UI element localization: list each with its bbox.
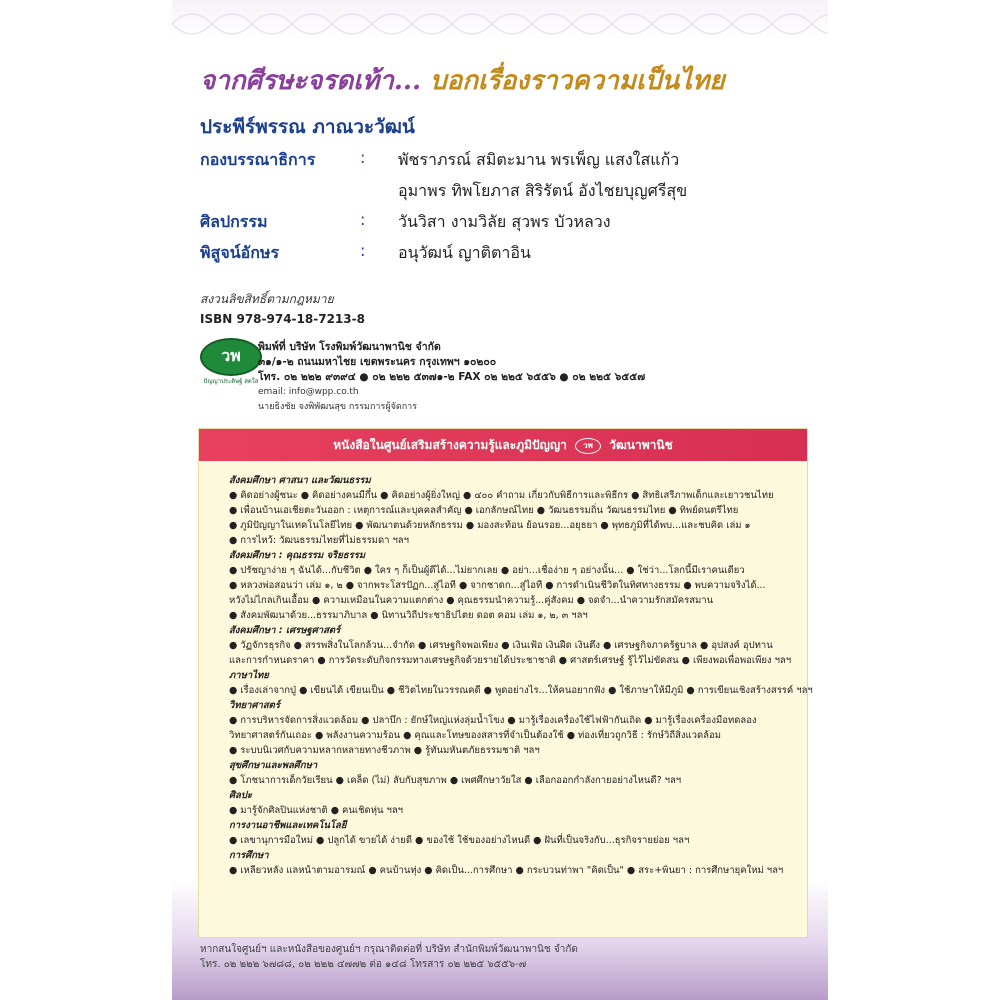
catalog-section-title: สังคมศึกษา : คุณธรรม จริยธรรม (229, 550, 366, 561)
catalog-header-publisher: วัฒนาพานิช (609, 438, 673, 452)
catalog-item-line: หวังไม่ไกลเกินเอื้อม ● ความเหมือนในความแตกต่าง ● คุณธรรมนำความรู้...คู่สังคม ● จดจำ...นำความรักสมัครสมาน (229, 595, 714, 606)
catalog-item-line: ● ภูมิปัญญาในเทคโนโลยีไทย ● พัฒนาตนด้วยหลักธรรม ● มองสะท้อน ย้อนรอย...อยุธยา ● พุทธภูมิที่ได้พบ...และชบคิด เล่ม ๑ (229, 520, 751, 531)
catalog-item-line: ● สังคมพัฒนาด้วย...ธรรมาภิบาล ● นิทานวิถีประชาธิปไตย ดอต คอม เล่ม ๑, ๒, ๓ ฯลฯ (229, 610, 588, 621)
footer-line-2: โทร. ๐๒ ๒๒๒ ๖๗๘๘, ๐๒ ๒๒๒ ๔๗๗๒ ต่อ ๑๔๘ โทรสาร ๐๒ ๒๒๕ ๖๕๕๖-๗ (200, 959, 527, 970)
catalog-item-line: ● การบริหารจัดการสิ่งแวดล้อม ● ปลาบึก : ยักษ์ใหญ่แห่งลุ่มน้ำโขง ● มารู้เรื่องเครื่องใช้ไฟฟ้ากันเถิด ● มารู้เรื่องเครื่องมือทดลอง (229, 715, 757, 726)
printer-manager: นายธิงชัย จงพิพัฒนสุข กรรมการผู้จัดการ (258, 402, 418, 412)
credit-value: พัชราภรณ์ สมิตะมาน พรเพ็ญ แสงใสแก้ว (398, 150, 680, 169)
catalog-item-line: ● เลขานุการมือใหม่ ● ปลูกได้ ขายได้ ง่ายดี ● ของใช้ ใช้ของอย่างไหนดี ● ฝันที่เป็นจริงกับ...ธุรกิจรายย่อย ฯลฯ (229, 835, 690, 846)
printer-phone: โทร. ๐๒ ๒๒๒ ๙๓๙๔ ● ๐๒ ๒๒๒ ๕๓๗๑-๒ FAX ๐๒ ๒๒๕ ๖๕๕๖ ● ๐๒ ๒๒๕ ๖๕๕๗ (258, 371, 646, 383)
catalog-item-line: ● มารู้จักศิลปินแห่งชาติ ● คนเชิดหุ่น ฯลฯ (229, 805, 403, 816)
printer-address: ๓๑/๑-๒ ถนนมหาไชย เขตพระนคร กรุงเทพฯ ๑๐๒๐๐ (258, 356, 497, 368)
credit-value: วันวิสา งามวิลัย สุวพร บัวหลวง (398, 212, 611, 231)
book-title-part2: บอกเรื่องราวความเป็นไทย (430, 66, 725, 96)
catalog-section-title: สังคมศึกษา : เศรษฐศาสตร์ (229, 625, 341, 636)
author-name: ประพีร์พรรณ ภาณวะวัฒน์ (200, 116, 415, 138)
credit-row (200, 210, 820, 241)
catalog-header-logo: วพ (575, 438, 601, 454)
isbn: ISBN 978-974-18-7213-8 (200, 312, 365, 326)
decorative-pattern (172, 0, 828, 48)
credit-value: อนุวัฒน์ ญาติตาอิน (398, 243, 531, 262)
book-title (200, 60, 725, 101)
publisher-logo (200, 338, 262, 376)
book-title-part1: จากศีรษะจรดเท้า... (200, 66, 422, 96)
publisher-logo-subtitle: ปัญญาประดิษฐ์ สดใส (203, 378, 259, 385)
catalog-item-line: ● เพื่อนบ้านเอเชียตะวันออก : เหตุการณ์และบุคคลสำคัญ ● เอกลักษณ์ไทย ● วัฒนธรรมถิ่น วัฒนธรรมไทย ● ทิพย์ดนตรีไทย (229, 505, 739, 516)
catalog-item-line: ● วัฏจักรธุรกิจ ● สรรพสิ่งในโลกล้วน...จำกัด ● เศรษฐกิจพอเพียง ● เงินเฟ้อ เงินฝืด เงินตึง ● เศรษฐกิจภาคร้ฐบาล ● อุปสงค์ อุปทาน (229, 640, 773, 651)
catalog-section-title: ภาษาไทย (229, 670, 269, 681)
copyright-notice: สงวนลิขสิทธิ์ตามกฎหมาย (200, 292, 334, 306)
catalog-item-line: วิทยาศาสตร์กันเถอะ ● พลังงานความร้อน ● คุณและโทษของสสารที่จำเป็นต้องใช้ ● ท่องเที่ยวถูกวิธี : รักษ์วิถีสิ่งแวดล้อม (229, 730, 721, 741)
page-footer (200, 942, 578, 972)
catalog-item-line: ● โภชนาการเด็กวัยเรียน ● เคล็ด (ไม่) ลับกับสุขภาพ ● เพศศึกษาวัยใส ● เลือกออกกำลังกายอย่างไหนดี? ฯลฯ (229, 775, 682, 786)
catalog-section-title: วิทยาศาสตร์ (229, 700, 280, 711)
credit-row (200, 179, 820, 210)
publisher-logo-text: วพ (221, 346, 241, 365)
credit-colon: : (360, 210, 366, 229)
credit-row (200, 241, 820, 272)
printer-email: email: info@wpp.co.th (258, 387, 359, 397)
credit-label: ศิลปกรรม (200, 212, 268, 231)
catalog-section-title: สุขศึกษาและพลศึกษา (229, 760, 318, 771)
catalog-section-title: ศิลปะ (229, 790, 252, 801)
credits-list (200, 148, 820, 272)
catalog-item-line: ● เรื่องเล่าจากปู่ ● เขียนได้ เขียนเป็น ● ชีวิตไทยในวรรณคดี ● พูดอย่างไร...ให้คนอยากฟัง ● ใช้ภาษาให้มีภูมิ ● การเขียนเชิงสร้างสรรค์ ฯลฯ (229, 685, 813, 696)
credit-colon: : (360, 148, 366, 167)
catalog-item-line: ● ปรัชญาง่าย ๆ ฉันได้...กับชีวิต ● ใคร ๆ ก็เป็นผู้ดีได้...ไม่ยากเลย ● อย่า...เชื่อง่าย ๆ อย่างนั้น... ● ใช่ว่า...โลกนี้มีเราคนเดียว (229, 565, 745, 576)
catalog-header-text: หนังสือในศูนย์เสริมสร้างความรู้และภูมิปัญญา (333, 438, 567, 452)
credit-value: อุมาพร ทิพโยภาส สิริรัตน์ อังไชยบุญศรีสุข (398, 181, 688, 200)
catalog-section-title: สังคมศึกษา ศาสนา และวัฒนธรรม (229, 475, 371, 486)
catalog-item-line: และการกำหนดราคา ● การวัดระดับกิจกรรมทางเศรษฐกิจด้วยรายได้ประชาชาติ ● ศาสตร์เศรษฐ์ รู้ไว้ไม่ขัดสน ● เพียงพอเพื่อพอเพียง ฯลฯ (229, 655, 792, 666)
catalog-item-line: ● ระบบนิเวศกับความหลากหลายทางชีวภาพ ● รู้ทันมหันตภัยธรรมชาติ ฯลฯ (229, 745, 540, 756)
catalog-item-line: ● การไหว้: วัฒนธรรมไทยที่ไม่ธรรมดา ฯลฯ (229, 535, 409, 546)
credit-label: พิสูจน์อักษร (200, 243, 280, 262)
catalog-item-line: ● คิดอย่างผู้ชนะ ● คิดอย่างคนมีกึ๋น ● คิดอย่างผู้ยิ่งใหญ่ ● ๔๐๐ คำถาม เกี่ยวกับพิธีการและพิธีกร ● สิทธิเสรีภาพเด็กและเยาวชนไทย (229, 490, 774, 501)
footer-line-1: หากสนใจศูนย์ฯ และหนังสือของศูนย์ฯ กรุณาติดต่อที่ บริษัท สำนักพิมพ์วัฒนาพานิช จำกัด (200, 944, 578, 955)
printer-name: พิมพ์ที่ บริษัท โรงพิมพ์วัฒนาพานิช จำกัด (258, 341, 441, 353)
book-page (172, 0, 828, 1000)
printer-info (258, 340, 645, 415)
credit-colon: : (360, 241, 366, 260)
catalog-section-title: การงานอาชีพและเทคโนโลยี (229, 820, 347, 831)
catalog-item-line: ● เหลียวหลัง แลหน้าตามอารมณ์ ● คนบ้านทุ่ง ● คิดเป็น...การศึกษา ● กระบวนท่าพา "คิดเป็น" ● สระ+พินยา : การศึกษายุคใหม่ ฯลฯ (229, 865, 784, 876)
catalog-item-line: ● หลวงพ่อสอนว่า เล่ม ๑, ๒ ● จากพระโสรปัฏก...สู่ไอที ● จากชาดก...สู่ไอที ● การดำเนินชีวิตในทิศทางธรรม ● พบความจริงได้... (229, 580, 766, 591)
book-catalog-box (198, 428, 813, 938)
catalog-header (199, 429, 807, 461)
credit-row (200, 148, 820, 179)
catalog-body (229, 473, 813, 878)
credit-label: กองบรรณาธิการ (200, 150, 316, 169)
catalog-section-title: การศึกษา (229, 850, 269, 861)
